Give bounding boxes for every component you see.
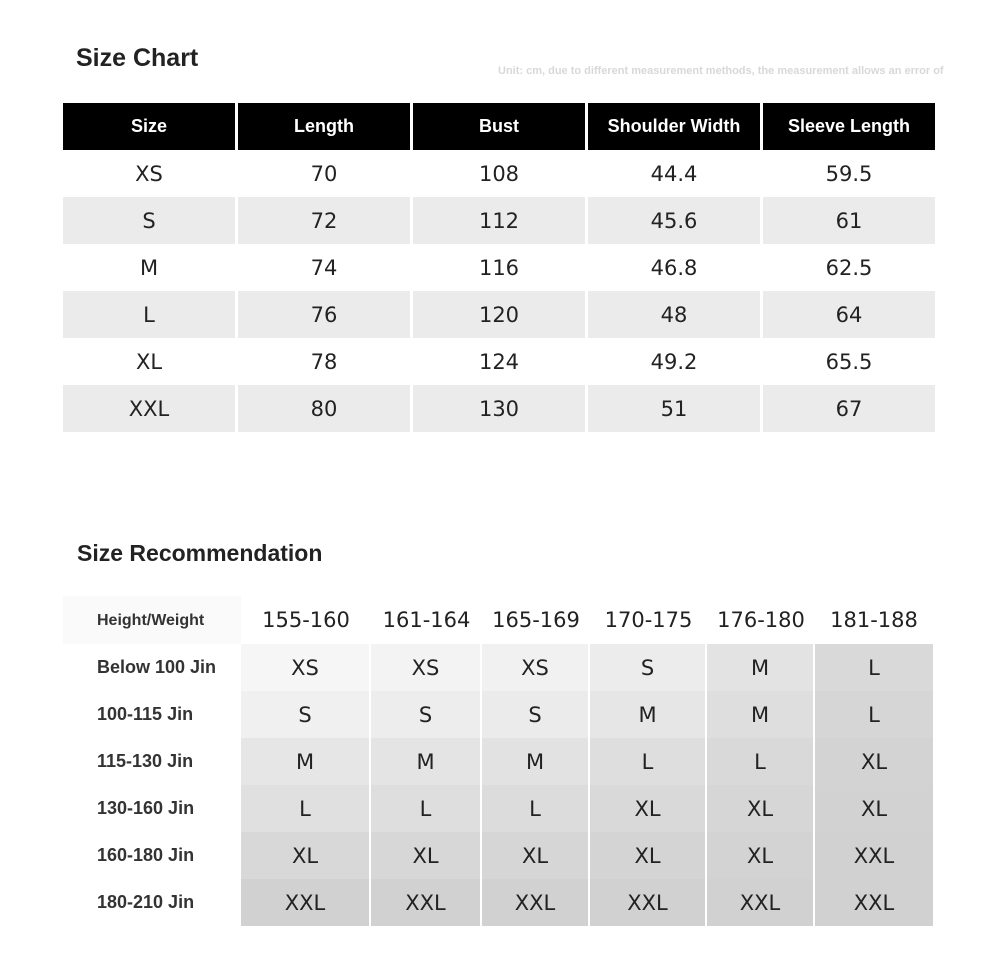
cell-sleeve-length: 64	[763, 291, 935, 338]
cell-shoulder-width: 49.2	[650, 349, 698, 374]
table-row	[63, 738, 933, 785]
table-row	[63, 644, 933, 691]
size-cell: XXL	[590, 879, 707, 926]
cell-size: XS	[135, 161, 163, 186]
height-header: 165-169	[492, 608, 580, 632]
recommendation-header-row	[63, 596, 933, 644]
size-cell: XXL	[707, 879, 815, 926]
size-cell: XL	[707, 785, 815, 832]
weight-label: Below 100 Jin	[97, 657, 217, 677]
cell-sleeve-length: 67	[763, 385, 935, 432]
size-cell: XXL	[241, 879, 371, 926]
cell-bust: 116	[478, 255, 520, 280]
cell-size: XL	[135, 349, 163, 374]
size-cell: L	[590, 738, 707, 785]
header-sleeve-length: Sleeve Length	[763, 103, 935, 150]
size-cell: XL	[590, 832, 707, 879]
cell-sleeve-length: 59.5	[825, 161, 873, 186]
cell-sleeve-length: 65.5	[825, 349, 873, 374]
size-cell: M	[241, 738, 371, 785]
cell-shoulder-width: 44.4	[650, 161, 698, 186]
size-cell: XL	[590, 785, 707, 832]
size-cell: M	[590, 691, 707, 738]
height-header: 176-180	[717, 608, 805, 632]
height-header: 170-175	[604, 608, 693, 632]
cell-sleeve-length: 62.5	[825, 255, 873, 280]
cell-bust: 108	[478, 161, 520, 186]
size-cell: M	[707, 691, 815, 738]
size-cell: S	[590, 644, 707, 691]
cell-bust: 124	[478, 349, 520, 374]
size-cell: S	[371, 691, 482, 738]
size-cell: L	[482, 785, 590, 832]
cell-bust: 120	[413, 291, 585, 338]
cell-bust: 112	[413, 197, 585, 244]
size-cell: M	[371, 738, 482, 785]
table-row	[63, 385, 937, 432]
size-cell: XL	[815, 738, 933, 785]
weight-label: 160-180 Jin	[97, 845, 195, 865]
size-cell: XXL	[815, 832, 933, 879]
size-cell: L	[815, 644, 933, 691]
size-chart-title: Size Chart	[76, 44, 199, 72]
cell-size: XXL	[63, 385, 235, 432]
size-cell: L	[707, 738, 815, 785]
size-cell: XXL	[482, 879, 590, 926]
weight-label: 130-160 Jin	[97, 798, 195, 818]
size-cell: XL	[815, 785, 933, 832]
size-cell: XS	[371, 644, 482, 691]
size-cell: S	[241, 691, 371, 738]
size-cell: XS	[482, 644, 590, 691]
size-recommendation-title: Size Recommendation	[77, 540, 323, 566]
table-row	[63, 691, 933, 738]
size-cell: XL	[241, 832, 371, 879]
header-bust: Bust	[413, 103, 585, 150]
unit-note: Unit: cm, due to different measurement methods, the measurement allows an error of	[498, 65, 944, 77]
table-row	[63, 291, 937, 338]
size-cell: XXL	[815, 879, 933, 926]
size-recommendation-table	[63, 596, 933, 926]
table-row	[63, 785, 933, 832]
header-length: Length	[238, 103, 410, 150]
cell-bust: 130	[413, 385, 585, 432]
height-header: 155-160	[262, 608, 350, 632]
size-cell: XXL	[371, 879, 482, 926]
cell-shoulder-width: 51	[588, 385, 760, 432]
cell-length: 76	[238, 291, 410, 338]
size-cell: M	[707, 644, 815, 691]
cell-length: 78	[310, 349, 338, 374]
weight-label: 100-115 Jin	[97, 704, 194, 724]
header-shoulder-width: Shoulder Width	[588, 103, 760, 150]
size-cell: L	[371, 785, 482, 832]
cell-shoulder-width: 48	[588, 291, 760, 338]
table-row	[63, 150, 937, 197]
cell-length: 70	[310, 161, 338, 186]
table-row	[63, 338, 937, 385]
cell-shoulder-width: 45.6	[588, 197, 760, 244]
header-size: Size	[63, 103, 235, 150]
height-header: 161-164	[382, 608, 471, 632]
size-cell: L	[815, 691, 933, 738]
cell-length: 72	[238, 197, 410, 244]
corner-label: Height/Weight	[63, 596, 241, 644]
cell-sleeve-length: 61	[763, 197, 935, 244]
size-chart-header-row	[63, 103, 937, 150]
cell-size: L	[63, 291, 235, 338]
size-cell: L	[241, 785, 371, 832]
table-row	[63, 832, 933, 879]
cell-shoulder-width: 46.8	[650, 255, 698, 280]
weight-label: 180-210 Jin	[97, 892, 195, 912]
size-cell: S	[482, 691, 590, 738]
cell-length: 74	[310, 255, 338, 280]
table-row	[63, 244, 937, 291]
size-cell: M	[482, 738, 590, 785]
size-cell: XL	[707, 832, 815, 879]
size-chart-table	[63, 103, 937, 432]
size-cell: XS	[241, 644, 371, 691]
height-header: 181-188	[830, 608, 918, 632]
cell-length: 80	[238, 385, 410, 432]
weight-label: 115-130 Jin	[97, 751, 194, 771]
table-row	[63, 879, 933, 926]
size-cell: XL	[371, 832, 482, 879]
table-row	[63, 197, 937, 244]
size-cell: XL	[482, 832, 590, 879]
cell-size: M	[139, 255, 159, 280]
cell-size: S	[63, 197, 235, 244]
